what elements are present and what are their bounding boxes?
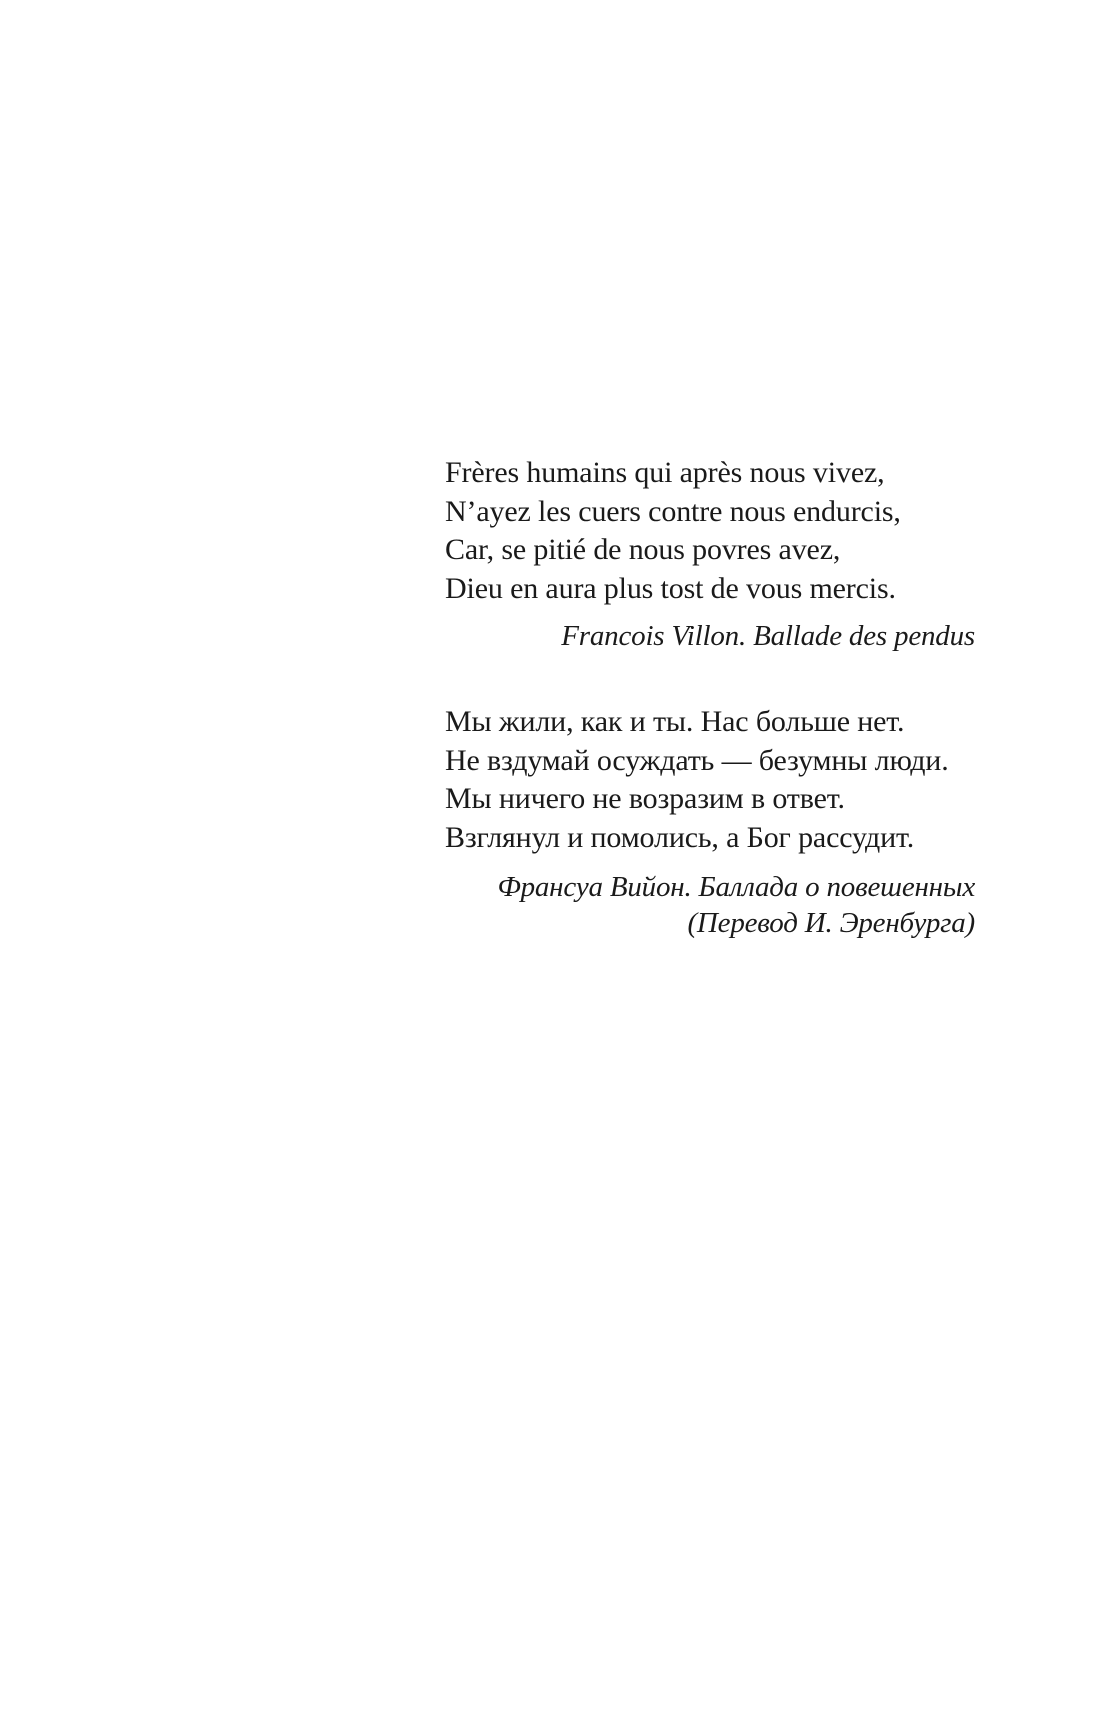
russian-verse-line-4: Взглянул и помолись, а Бог рассудит. <box>445 820 915 854</box>
french-verse-line-4: Dieu en aura plus tost de vous mercis. <box>445 571 896 605</box>
russian-stanza <box>445 703 975 941</box>
french-stanza <box>445 454 975 654</box>
russian-attribution-translator: (Перевод И. Эренбурга) <box>687 907 975 939</box>
epigraph <box>445 454 975 941</box>
russian-verse-line-1: Мы жили, как и ты. Нас больше нет. <box>445 705 905 738</box>
russian-attribution-author-title: Франсуа Вийон. Баллада о повешенных <box>497 871 975 903</box>
french-verse-line-3: Car, se pitié de nous povres avez, <box>445 533 841 566</box>
russian-verse-line-3: Мы ничего не возразим в ответ. <box>445 782 845 815</box>
russian-attribution <box>445 869 975 941</box>
french-attribution: Francois Villon. Ballade des pendus <box>561 620 975 652</box>
french-verse-line-2: N’ayez les cuers contre nous endurcis, <box>445 494 901 528</box>
russian-verse-line-2: Не вздумай осуждать — безумны люди. <box>445 743 949 777</box>
french-verse-line-1: Frères humains qui après nous vivez, <box>445 456 885 489</box>
